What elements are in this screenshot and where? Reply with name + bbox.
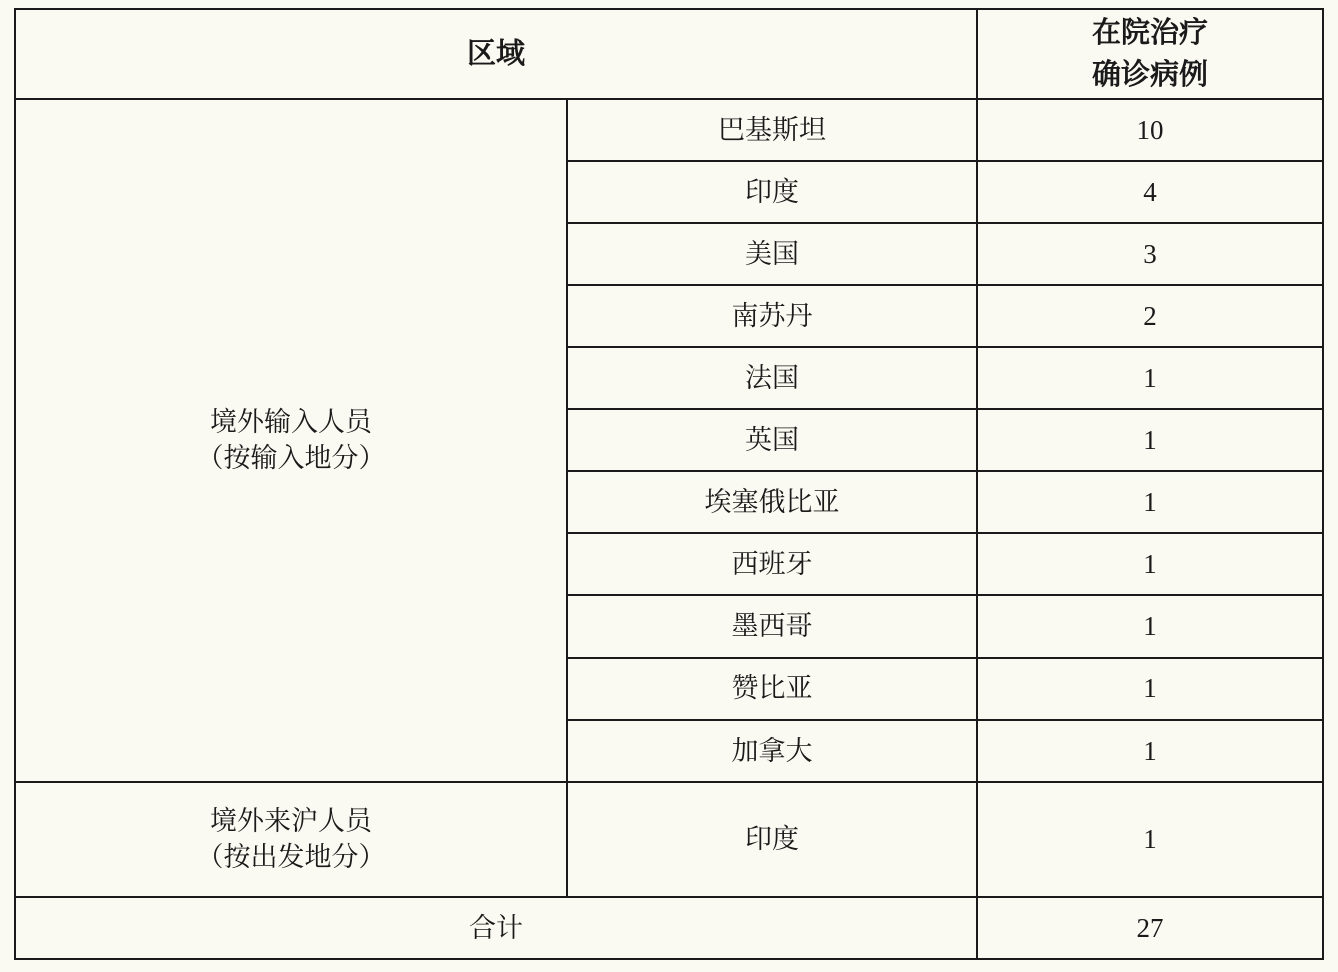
table-total-row <box>15 897 1323 959</box>
table-row <box>15 99 1323 161</box>
region-name: 巴基斯坦 <box>567 99 977 161</box>
table-row <box>15 782 1323 897</box>
region-name: 埃塞俄比亚 <box>567 471 977 533</box>
region-name: 南苏丹 <box>567 285 977 347</box>
region-name: 印度 <box>567 782 977 897</box>
group-label-line1: 境外输入人员 <box>210 407 372 438</box>
region-name: 英国 <box>567 409 977 471</box>
region-name: 西班牙 <box>567 533 977 595</box>
region-count: 1 <box>977 409 1323 471</box>
region-name: 加拿大 <box>567 720 977 782</box>
group-label-arrivals <box>15 782 567 897</box>
region-name: 赞比亚 <box>567 658 977 720</box>
header-region: 区域 <box>15 9 977 99</box>
table-header <box>15 9 1323 99</box>
region-count: 1 <box>977 658 1323 720</box>
region-count: 1 <box>977 720 1323 782</box>
group-label-line1: 境外来沪人员 <box>210 806 372 837</box>
region-count: 1 <box>977 595 1323 657</box>
header-count-line2: 确诊病例 <box>1092 59 1209 92</box>
region-count: 1 <box>977 533 1323 595</box>
group-label-imported <box>15 99 567 782</box>
region-count: 1 <box>977 782 1323 897</box>
group-label-line2: （按出发地分） <box>196 842 386 873</box>
region-count: 4 <box>977 161 1323 223</box>
region-count: 3 <box>977 223 1323 285</box>
table-header-row <box>15 9 1323 99</box>
header-count-line1: 在院治疗 <box>1092 17 1209 49</box>
region-count: 2 <box>977 285 1323 347</box>
total-count: 27 <box>977 897 1323 959</box>
region-name: 印度 <box>567 161 977 223</box>
total-label: 合计 <box>15 897 977 959</box>
region-name: 法国 <box>567 347 977 409</box>
region-name: 美国 <box>567 223 977 285</box>
region-count: 10 <box>977 99 1323 161</box>
region-name: 墨西哥 <box>567 595 977 657</box>
region-count: 1 <box>977 471 1323 533</box>
group-label-line2: （按输入地分） <box>196 443 386 474</box>
header-count <box>977 9 1323 99</box>
region-count: 1 <box>977 347 1323 409</box>
table-body <box>15 99 1323 959</box>
covid-cases-table <box>14 8 1324 960</box>
